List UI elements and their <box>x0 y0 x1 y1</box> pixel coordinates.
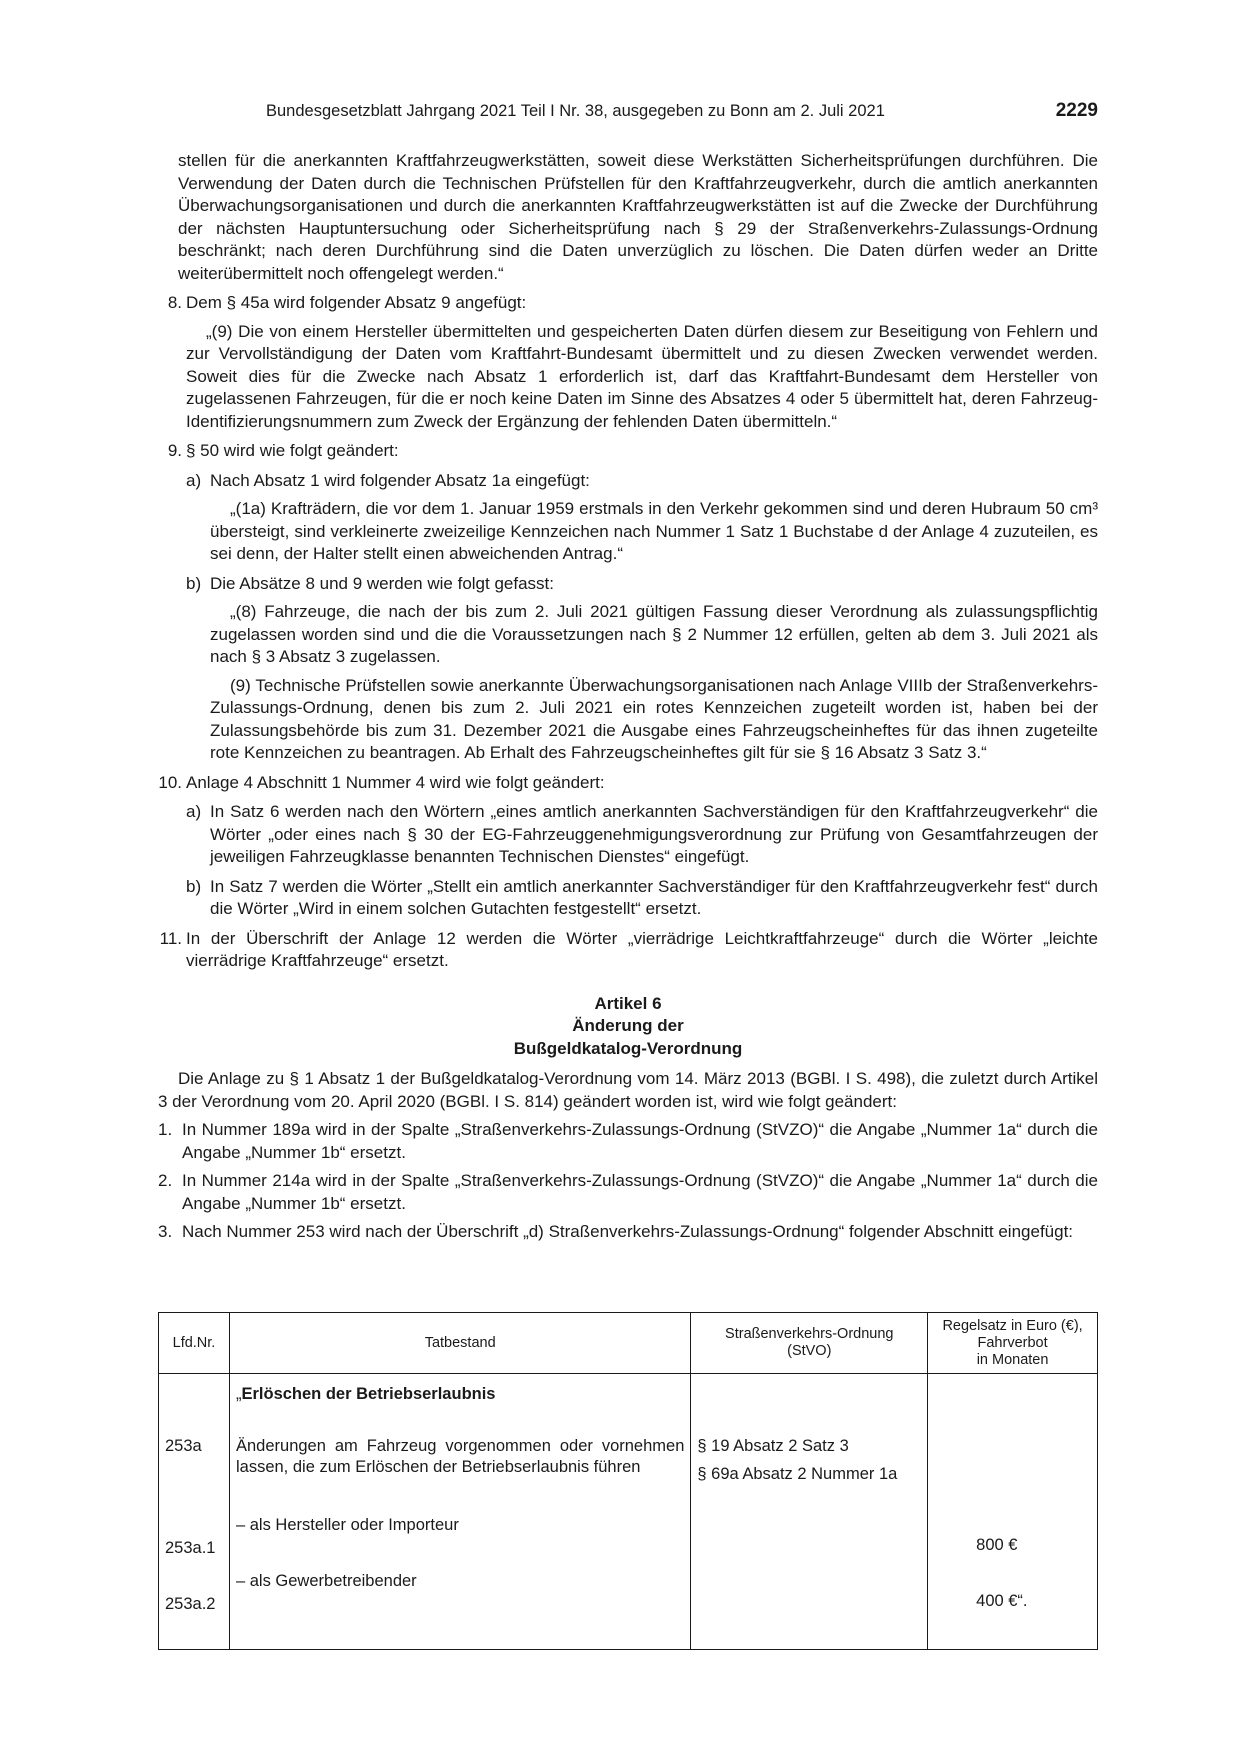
document-body <box>158 150 1098 1244</box>
article-item-text: Nach Nummer 253 wird nach der Überschrift „d) Straßenverkehrs-Zulassungs-Ordnung“ folgender Abschnitt eingefügt: <box>182 1222 1074 1241</box>
section-title-text: Erlöschen der Betriebserlaubnis <box>241 1385 496 1403</box>
article-item-number: 1. <box>158 1120 173 1139</box>
header-regelsatz-line1: Regelsatz in Euro (€), <box>942 1317 1083 1334</box>
page-header <box>158 100 1098 126</box>
item-text: Anlage 4 Abschnitt 1 Nummer 4 wird wie folgt geändert: <box>186 772 605 792</box>
subitem-b <box>186 573 1098 765</box>
subitem-text: Nach Absatz 1 wird folgender Absatz 1a eingefügt: <box>210 470 590 490</box>
header-stvo <box>691 1313 928 1374</box>
article-item-1 <box>158 1119 1098 1164</box>
cell-amount-column <box>928 1374 1098 1650</box>
header-stvo-line1: Straßenverkehrs-Ordnung <box>725 1326 894 1342</box>
subitem-text: Die Absätze 8 und 9 werden wie folgt gefasst: <box>210 573 554 593</box>
cell-tatbestand-column <box>229 1374 690 1650</box>
item-text: § 50 wird wie folgt geändert: <box>186 441 399 460</box>
continuation-paragraph: stellen für die anerkannten Kraftfahrzeugwerkstätten, soweit diese Werkstätten Sicherheitsprüfungen durchführen. Die Verwendung der Daten durch die Technischen Prüfstellen für den Kraftfahrzeugverkehr, durch die amtlich anerkannten Überwachungsorganisationen und durch die anerkannten Kraftfahrzeugwerkstätten ist auf die Zwecke der Durchführung der nächsten Hauptuntersuchung oder Sicherheitsprüfung nach § 29 der Straßenverkehrs-Zulassungs-Ordnung beschränkt; nach deren Durchführung sind die Daten unverzüglich zu löschen. Die Daten dürfen weder an Dritte weiterübermittelt noch offengelegt werden.“ <box>178 151 1098 283</box>
subitem-quote: „(1a) Krafträdern, die vor dem 1. Januar 1959 erstmals in den Verkehr gekommen sind und deren Hubraum 50 cm³ übersteigt, sind verkleinerte zweizeilige Kennzeichen nach Nummer 1 Satz 1 Buchstabe d der Anlage 4 zuzuteilen, es sei denn, der Halter stellt einen abweichenden Antrag.“ <box>210 499 1098 563</box>
table-header-row <box>159 1313 1098 1374</box>
header-stvo-line2: (StVO) <box>787 1343 832 1359</box>
item-11 <box>158 928 1098 973</box>
subitem-text: In Satz 7 werden die Wörter „Stellt ein amtlich anerkannter Sachverständiger für den Kraftfahrzeugverkehr fest“ durch die Wörter „Wird in einem solchen Gutachten festgestellt“ ersetzt. <box>210 876 1098 918</box>
article-intro: Die Anlage zu § 1 Absatz 1 der Bußgeldkatalog-Verordnung vom 14. März 2013 (BGBl. I S. 498), die zuletzt durch Artikel 3 der Verordnung vom 20. April 2020 (BGBl. I S. 814) geändert worden ist, wird wie folgt geändert: <box>158 1069 1098 1111</box>
row-text-253a1: – als Hersteller oder Importeur <box>235 1516 459 1534</box>
item-number: 9. <box>167 441 182 460</box>
subitem-label: b) <box>186 876 202 896</box>
fine-catalog-table <box>158 1312 1098 1650</box>
header-lfd-nr: Lfd.Nr. <box>159 1313 230 1374</box>
table-row <box>159 1374 1098 1650</box>
subitem-text: In Satz 6 werden nach den Wörtern „eines amtlich anerkannten Sachverständigen für den Kraftfahrzeugverkehr“ die Wörter „oder eines nach § 30 der EG-Fahrzeuggenehmigungsverordnung zur Prüfung von Gesamtfahrzeugen der jeweiligen Fahrzeugklasse benannten Technischen Dienstes“ eingefügt. <box>210 802 1098 866</box>
article-item-text: In Nummer 189a wird in der Spalte „Straßenverkehrs-Zulassungs-Ordnung (StVZO)“ die Angabe „Nummer 1a“ durch die Angabe „Nummer 1b“ ersetzt. <box>182 1120 1098 1162</box>
article-title-line1: Änderung der <box>572 1016 684 1035</box>
header-tatbestand: Tatbestand <box>229 1313 690 1374</box>
article-title-line2: Bußgeldkatalog-Verordnung <box>513 1038 743 1058</box>
item-number: 8. <box>167 293 182 312</box>
row-amount-253a1: 800 € <box>976 1536 1018 1554</box>
row-nr-253a2: 253a.2 <box>165 1595 216 1613</box>
subitem-label: a) <box>186 802 202 821</box>
row-text-253a: Änderungen am Fahrzeug vorgenommen oder vornehmen lassen, die zum Erlöschen der Betriebserlaubnis führen <box>235 1437 685 1476</box>
item-10 <box>158 772 1098 921</box>
item-9 <box>158 440 1098 765</box>
cell-nr-column <box>159 1374 230 1650</box>
row-nr-253a1: 253a.1 <box>165 1539 216 1557</box>
article-item-number: 3. <box>158 1222 173 1241</box>
item-text: In der Überschrift der Anlage 12 werden die Wörter „vierrädrige Leichtkraftfahrzeuge“ durch die Wörter „leichte vierrädrige Kraftfahrzeuge“ ersetzt. <box>186 928 1098 970</box>
article-item-3 <box>158 1221 1098 1244</box>
item-8 <box>158 292 1098 433</box>
header-regelsatz-line3: in Monaten <box>976 1351 1049 1368</box>
subitem-a <box>186 801 1098 869</box>
row-amount-253a2: 400 €“. <box>976 1592 1028 1610</box>
section-title <box>230 1374 690 1409</box>
header-regelsatz <box>928 1313 1098 1374</box>
header-regelsatz-line2: Fahrverbot <box>977 1334 1048 1351</box>
subitem-quote-8: „(8) Fahrzeuge, die nach der bis zum 2. Juli 2021 gültigen Fassung dieser Verordnung als zulassungspflichtig zugelassen worden sind und die die Voraussetzungen nach § 2 Nummer 12 erfüllen, gelten ab dem 3. Juli 2021 als nach § 3 Absatz 3 zugelassen. <box>210 602 1098 666</box>
row-ref-1: § 19 Absatz 2 Satz 3 <box>697 1437 849 1455</box>
row-text-253a2: – als Gewerbetreibender <box>235 1572 417 1590</box>
row-nr-253a: 253a <box>165 1437 202 1455</box>
article-item-number: 2. <box>158 1171 173 1190</box>
item-number: 10. <box>158 772 182 792</box>
article-heading: Artikel 6 <box>594 993 662 1013</box>
header-title: Bundesgesetzblatt Jahrgang 2021 Teil I Nr. 38, ausgegeben zu Bonn am 2. Juli 2021 <box>266 102 885 120</box>
item-text: Dem § 45a wird folgender Absatz 9 angefügt: <box>186 293 527 312</box>
page-number: 2229 <box>1055 100 1098 121</box>
row-ref-2: § 69a Absatz 2 Nummer 1a <box>697 1465 898 1483</box>
subitem-label: a) <box>186 470 202 490</box>
article-item-2 <box>158 1170 1098 1215</box>
item-number: 11. <box>159 928 182 948</box>
article-item-text: In Nummer 214a wird in der Spalte „Straßenverkehrs-Zulassungs-Ordnung (StVZO)“ die Angabe „Nummer 1a“ durch die Angabe „Nummer 1b“ ersetzt. <box>182 1171 1098 1213</box>
cell-stvo-column <box>691 1374 928 1650</box>
subitem-quote-9: (9) Technische Prüfstellen sowie anerkannte Überwachungsorganisationen nach Anlage VIIIb der Straßenverkehrs-Zulassungs-Ordnung, denen bis zum 2. Juli 2021 ein rotes Kennzeichen zugeteilt worden ist, haben bei der Zulassungsbehörde bis zum 31. Dezember 2021 die Ausgabe eines Fahrzeugscheinheftes für das ihnen zugeteilte rote Kennzeichen zu beantragen. Ab Erhalt des Fahrzeugscheinheftes gilt für sie § 16 Absatz 3 Satz 3.“ <box>210 675 1098 762</box>
subitem-a <box>186 470 1098 566</box>
item-quote: „(9) Die von einem Hersteller übermittelten und gespeicherten Daten dürfen diesem zur Beseitigung von Fehlern und zur Vervollständigung der Daten vom Kraftfahrt-Bundesamt übermittelt und zu diesen Zwecken verwendet werden. Soweit dies für die Zwecke nach Absatz 1 erforderlich ist, darf das Kraftfahrt-Bundesamt dem Hersteller von zugelassenen Fahrzeugen, für die er noch keine Daten im Sinne des Absatzes 4 oder 5 übermittelt hat, deren Fahrzeug-Identifizierungsnummern zum Zweck der Ergänzung der fehlenden Daten übermitteln.“ <box>186 321 1098 431</box>
subitem-label: b) <box>186 573 202 593</box>
subitem-b <box>186 876 1098 921</box>
section-open-quote: „ <box>235 1385 242 1403</box>
